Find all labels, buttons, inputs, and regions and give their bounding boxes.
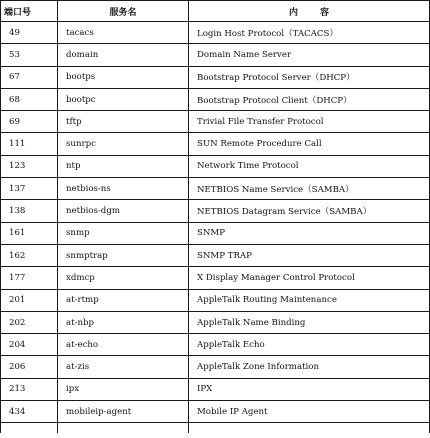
table-row — [1, 378, 430, 400]
service-cell: snmp — [58, 222, 189, 244]
table-row — [1, 44, 430, 66]
service-cell: at-zis — [58, 356, 189, 378]
table-row — [1, 88, 430, 110]
port-cell: 111 — [1, 133, 58, 155]
table-row — [1, 155, 430, 177]
service-cell: at-echo — [58, 334, 189, 356]
service-cell: sunrpc — [58, 133, 189, 155]
description-cell: Domain Name Server — [189, 44, 430, 66]
port-cell: 68 — [1, 88, 58, 110]
port-cell: 123 — [1, 155, 58, 177]
port-cell: 162 — [1, 244, 58, 266]
service-cell: tftp — [58, 111, 189, 133]
table-row — [1, 111, 430, 133]
port-cell: 49 — [1, 22, 58, 44]
service-cell: ipx — [58, 378, 189, 400]
service-cell: xdmcp — [58, 267, 189, 289]
service-cell: snmptrap — [58, 244, 189, 266]
port-cell: 138 — [1, 200, 58, 222]
port-cell: 53 — [1, 44, 58, 66]
service-cell: netbios-dgm — [58, 200, 189, 222]
service-cell: bootps — [58, 66, 189, 88]
service-cell: at-rtmp — [58, 289, 189, 311]
service-cell: tacacs — [58, 22, 189, 44]
table-row — [1, 267, 430, 289]
port-cell: 202 — [1, 311, 58, 333]
table-row — [1, 356, 430, 378]
table-row — [1, 22, 430, 44]
port-cell: 213 — [1, 378, 58, 400]
port-cell: 206 — [1, 356, 58, 378]
port-cell: 67 — [1, 66, 58, 88]
empty-cell — [1, 423, 58, 434]
table-row — [1, 178, 430, 200]
description-cell: AppleTalk Routing Maintenance — [189, 289, 430, 311]
port-cell: 69 — [1, 111, 58, 133]
description-cell: SUN Remote Procedure Call — [189, 133, 430, 155]
description-cell: NETBIOS Datagram Service（SAMBA） — [189, 200, 430, 222]
table-row — [1, 200, 430, 222]
description-cell: AppleTalk Echo — [189, 334, 430, 356]
description-cell: Bootstrap Protocol Server（DHCP） — [189, 66, 430, 88]
service-cell: mobileip-agent — [58, 401, 189, 423]
service-cell: bootpc — [58, 88, 189, 110]
table-header-row — [1, 1, 430, 22]
table-row — [1, 311, 430, 333]
description-cell: Trivial File Transfer Protocol — [189, 111, 430, 133]
port-cell: 204 — [1, 334, 58, 356]
table-row — [1, 401, 430, 423]
header-content — [189, 1, 430, 22]
description-cell: SNMP TRAP — [189, 244, 430, 266]
description-cell: IPX — [189, 378, 430, 400]
table-row — [1, 133, 430, 155]
description-cell: Mobile IP Agent — [189, 401, 430, 423]
header-content-right: 容 — [320, 7, 330, 18]
port-cell: 434 — [1, 401, 58, 423]
service-cell: ntp — [58, 155, 189, 177]
table-body — [1, 22, 430, 434]
description-cell: Login Host Protocol（TACACS） — [189, 22, 430, 44]
table-row — [1, 66, 430, 88]
port-cell: 177 — [1, 267, 58, 289]
description-cell: SNMP — [189, 222, 430, 244]
description-cell: AppleTalk Zone Information — [189, 356, 430, 378]
header-content-left: 内 — [288, 7, 298, 18]
table-row-cutoff — [1, 423, 430, 434]
port-cell: 161 — [1, 222, 58, 244]
description-cell: AppleTalk Name Binding — [189, 311, 430, 333]
service-cell: netbios-ns — [58, 178, 189, 200]
service-cell: at-nbp — [58, 311, 189, 333]
table-row — [1, 222, 430, 244]
table-row — [1, 334, 430, 356]
table-row — [1, 244, 430, 266]
service-cell: domain — [58, 44, 189, 66]
empty-cell — [189, 423, 430, 434]
description-cell: X Display Manager Control Protocol — [189, 267, 430, 289]
empty-cell — [58, 423, 189, 434]
description-cell: NETBIOS Name Service（SAMBA） — [189, 178, 430, 200]
port-cell: 137 — [1, 178, 58, 200]
description-cell: Network Time Protocol — [189, 155, 430, 177]
header-port: 端口号 — [1, 1, 58, 22]
description-cell: Bootstrap Protocol Client（DHCP） — [189, 88, 430, 110]
header-service: 服务名 — [58, 1, 189, 22]
port-cell: 201 — [1, 289, 58, 311]
table-row — [1, 289, 430, 311]
